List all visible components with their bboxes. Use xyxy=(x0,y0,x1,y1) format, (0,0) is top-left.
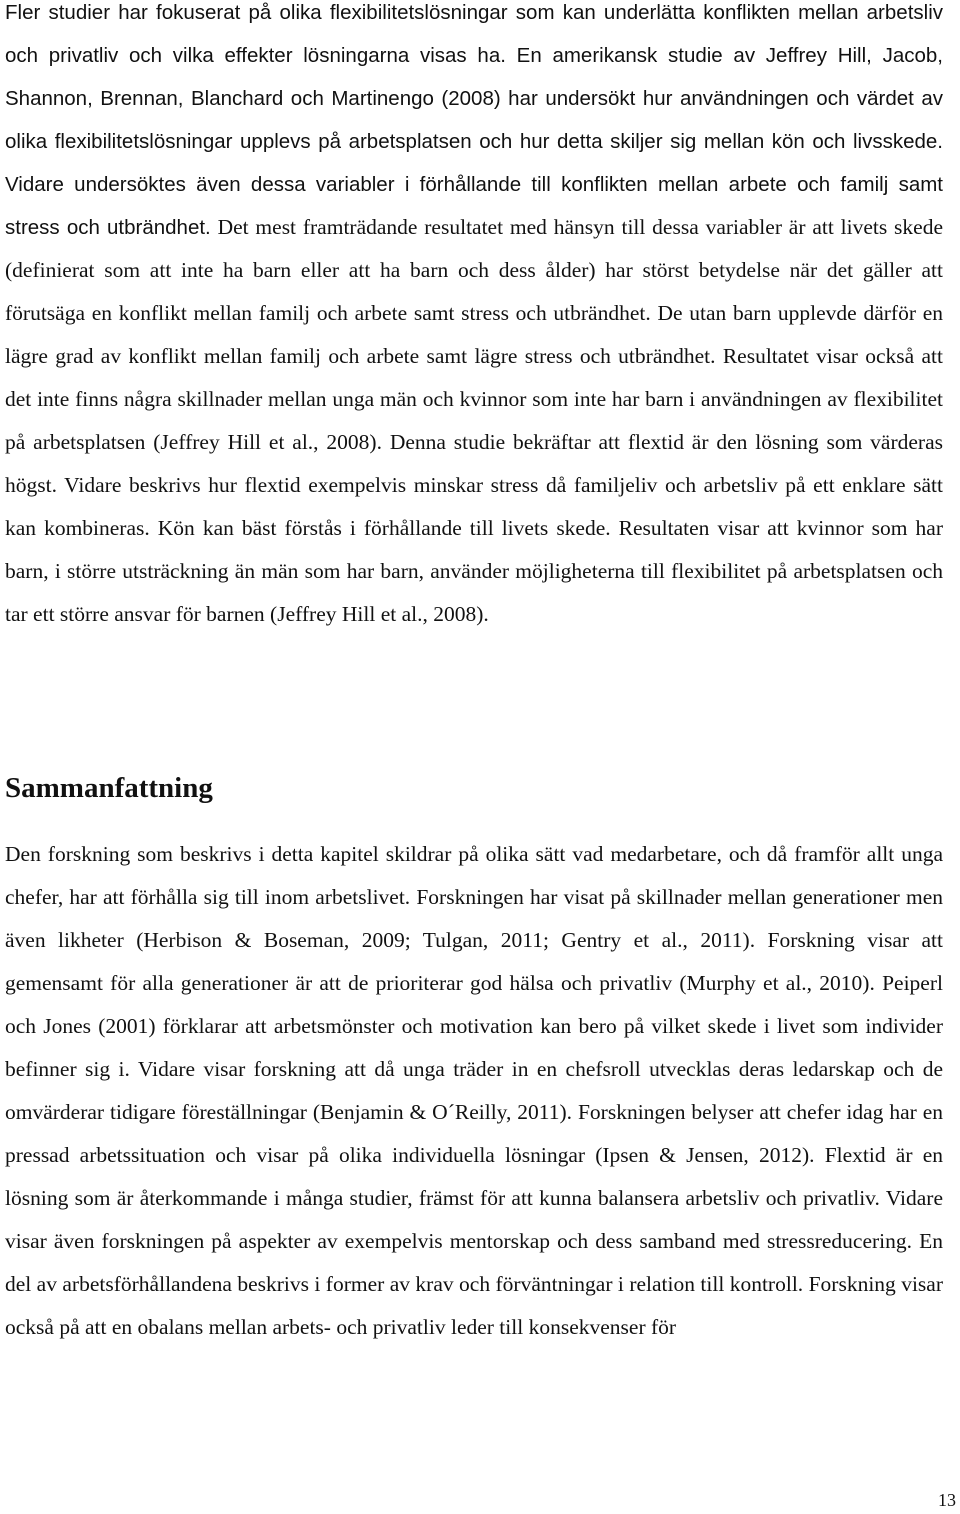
paragraph-sans-text: Fler studier har fokuserat på olika flexibilitetslösningar som kan underlätta konflikten mellan arbetsliv och privatliv och vilka effekter lösningarna visas ha. En amerikansk studie av Jeffrey Hill, Jacob, Shannon, Brennan, Blanchard och Martinengo (2008) har undersökt hur användningen och värdet av olika flexibilitetslösningar upplevs på arbetsplatsen och hur detta skiljer sig mellan kön och livsskede. Vidare undersöktes även dessa variabler i förhållande till konflikten mellan arbete och familj samt stress och utbrändhet. xyxy=(5,1,943,239)
section-heading: Sammanfattning xyxy=(5,772,213,804)
body-paragraph-flexibility xyxy=(5,0,943,636)
paragraph-serif-text: Det mest framträdande resultatet med hänsyn till dessa variabler är att livets skede (definierat som att inte ha barn eller att ha barn och dess ålder) har störst betydelse när det gäller att förutsäga en konflikt mellan familj och arbete samt stress och utbrändhet. De utan barn upplevde därför en lägre grad av konflikt mellan familj och arbete samt lägre stress och utbrändhet. Resultatet visar också att det inte finns några skillnader mellan unga män och kvinnor som inte har barn i användningen av flexibilitet på arbetsplatsen (Jeffrey Hill et al., 2008). Denna studie bekräftar att flextid är den lösning som värderas högst. Vidare beskrivs hur flextid exempelvis minskar stress då familjeliv och arbetsliv på ett enklare sätt kan kombineras. Kön kan bäst förstås i förhållande till livets skede. Resultaten visar att kvinnor som har barn, i större utsträckning än män som har barn, använder möjligheterna till flexibilitet på arbetsplatsen och tar ett större ansvar för barnen (Jeffrey Hill et al., 2008). xyxy=(5,215,943,626)
body-paragraph-summary: Den forskning som beskrivs i detta kapitel skildrar på olika sätt vad medarbetare, och då framför allt unga chefer, har att förhålla sig till inom arbetslivet. Forskningen har visat på skillnader mellan generationer men även likheter (Herbison & Boseman, 2009; Tulgan, 2011; Gentry et al., 2011). Forskning visar att gemensamt för alla generationer är att de prioriterar god hälsa och privatliv (Murphy et al., 2010). Peiperl och Jones (2001) förklarar att arbetsmönster och motivation kan bero på vilket skede i livet som individer befinner sig i. Vidare visar forskning att då unga träder in en chefsroll utvecklas deras ledarskap och de omvärderar tidigare föreställningar (Benjamin & O´Reilly, 2011). Forskningen belyser att chefer idag har en pressad arbetssituation och visar på olika individuella lösningar (Ipsen & Jensen, 2012). Flextid är en lösning som är återkommande i många studier, främst för att kunna balansera arbetsliv och privatliv. Vidare visar även forskningen på aspekter av exempelvis mentorskap och dess samband med stressreducering. En del av arbetsförhållandena beskrivs i former av krav och förväntningar i relation till kontroll. Forskning visar också på att en obalans mellan arbets- och privatliv leder till konsekvenser för xyxy=(5,842,943,1339)
page-number: 13 xyxy=(938,1490,956,1510)
